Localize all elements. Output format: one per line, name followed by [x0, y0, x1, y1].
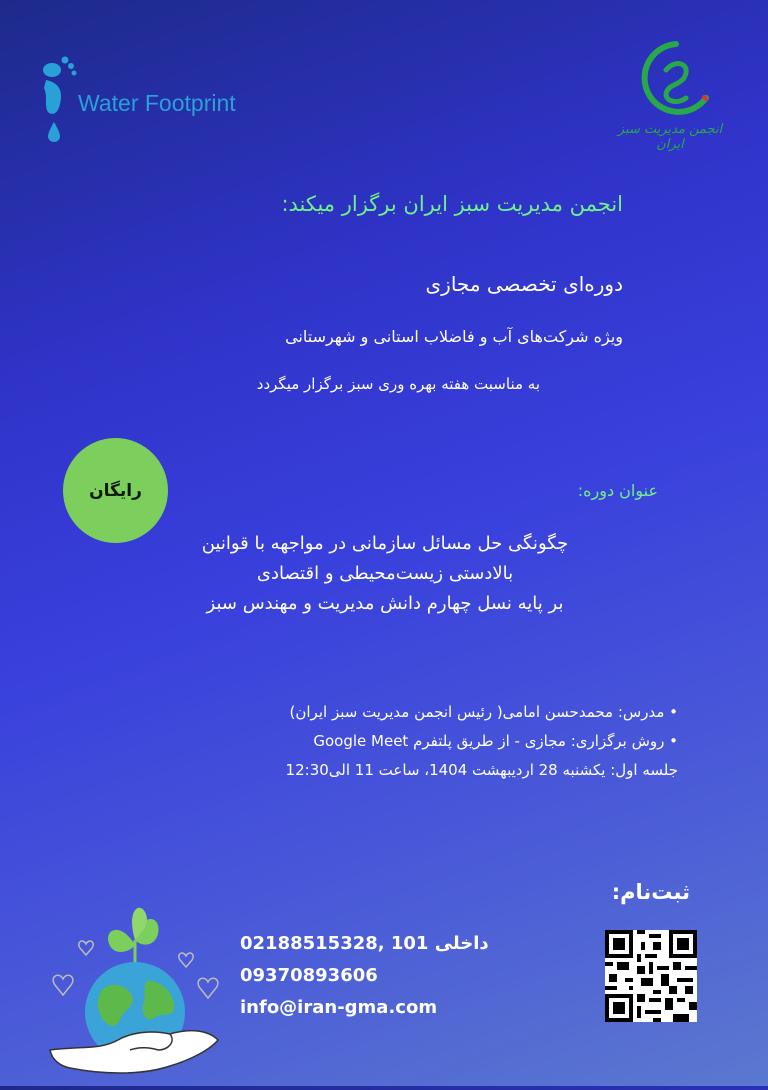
occasion-text: به مناسبت هفته بهره وری سبز برگزار میگردد: [256, 375, 540, 393]
water-footprint-text: Water Footprint: [78, 90, 236, 116]
course-details: [286, 698, 678, 785]
globe-illustration: [40, 900, 230, 1086]
topic-line: بالادستی زیست‌محیطی و اقتصادی: [256, 563, 514, 584]
organizer-heading: انجمن مدیریت سبز ایران برگزار میکند:: [281, 192, 623, 216]
contact-info: [240, 928, 489, 1024]
qr-code-icon: [605, 930, 697, 1022]
session-line: جلسه اول: یکشنبه 28 اردیبهشت 1404، ساعت 11 الی12:30: [285, 761, 678, 779]
free-badge: رایگان: [63, 438, 168, 543]
gma-logo-text: انجمن مدیریت سبز ایران: [617, 122, 723, 152]
gma-emblem-icon: [606, 38, 736, 128]
audience-text: ویژه شرکت‌های آب و فاضلاب استانی و شهرستانی: [285, 327, 623, 346]
course-title-label: عنوان دوره:: [577, 481, 658, 500]
qr-code[interactable]: [605, 930, 697, 1022]
topic-line: چگونگی حل مسائل سازمانی در مواجهه با قوانین: [201, 533, 569, 554]
register-label: ثبت‌نام:: [611, 880, 690, 904]
earth-in-hands-icon: [40, 900, 230, 1086]
course-type: دوره‌ای تخصصی مجازی: [425, 272, 623, 296]
mobile-number[interactable]: 09370893606: [240, 965, 378, 986]
phone-number[interactable]: 02188515328, 101 داخلی: [240, 933, 489, 954]
instructor-line: • مدرس: محمدحسن امامی( رئیس انجمن مدیریت سبز ایران): [289, 703, 678, 721]
method-line: • روش برگزاری: مجازی - از طریق پلتفرم Google Meet: [313, 732, 678, 750]
course-topic: [125, 529, 645, 619]
email-address[interactable]: info@iran-gma.com: [240, 997, 438, 1018]
topic-line: بر پایه نسل چهارم دانش مدیریت و مهندس سبز: [206, 593, 564, 614]
footprint-icon: [38, 52, 78, 147]
